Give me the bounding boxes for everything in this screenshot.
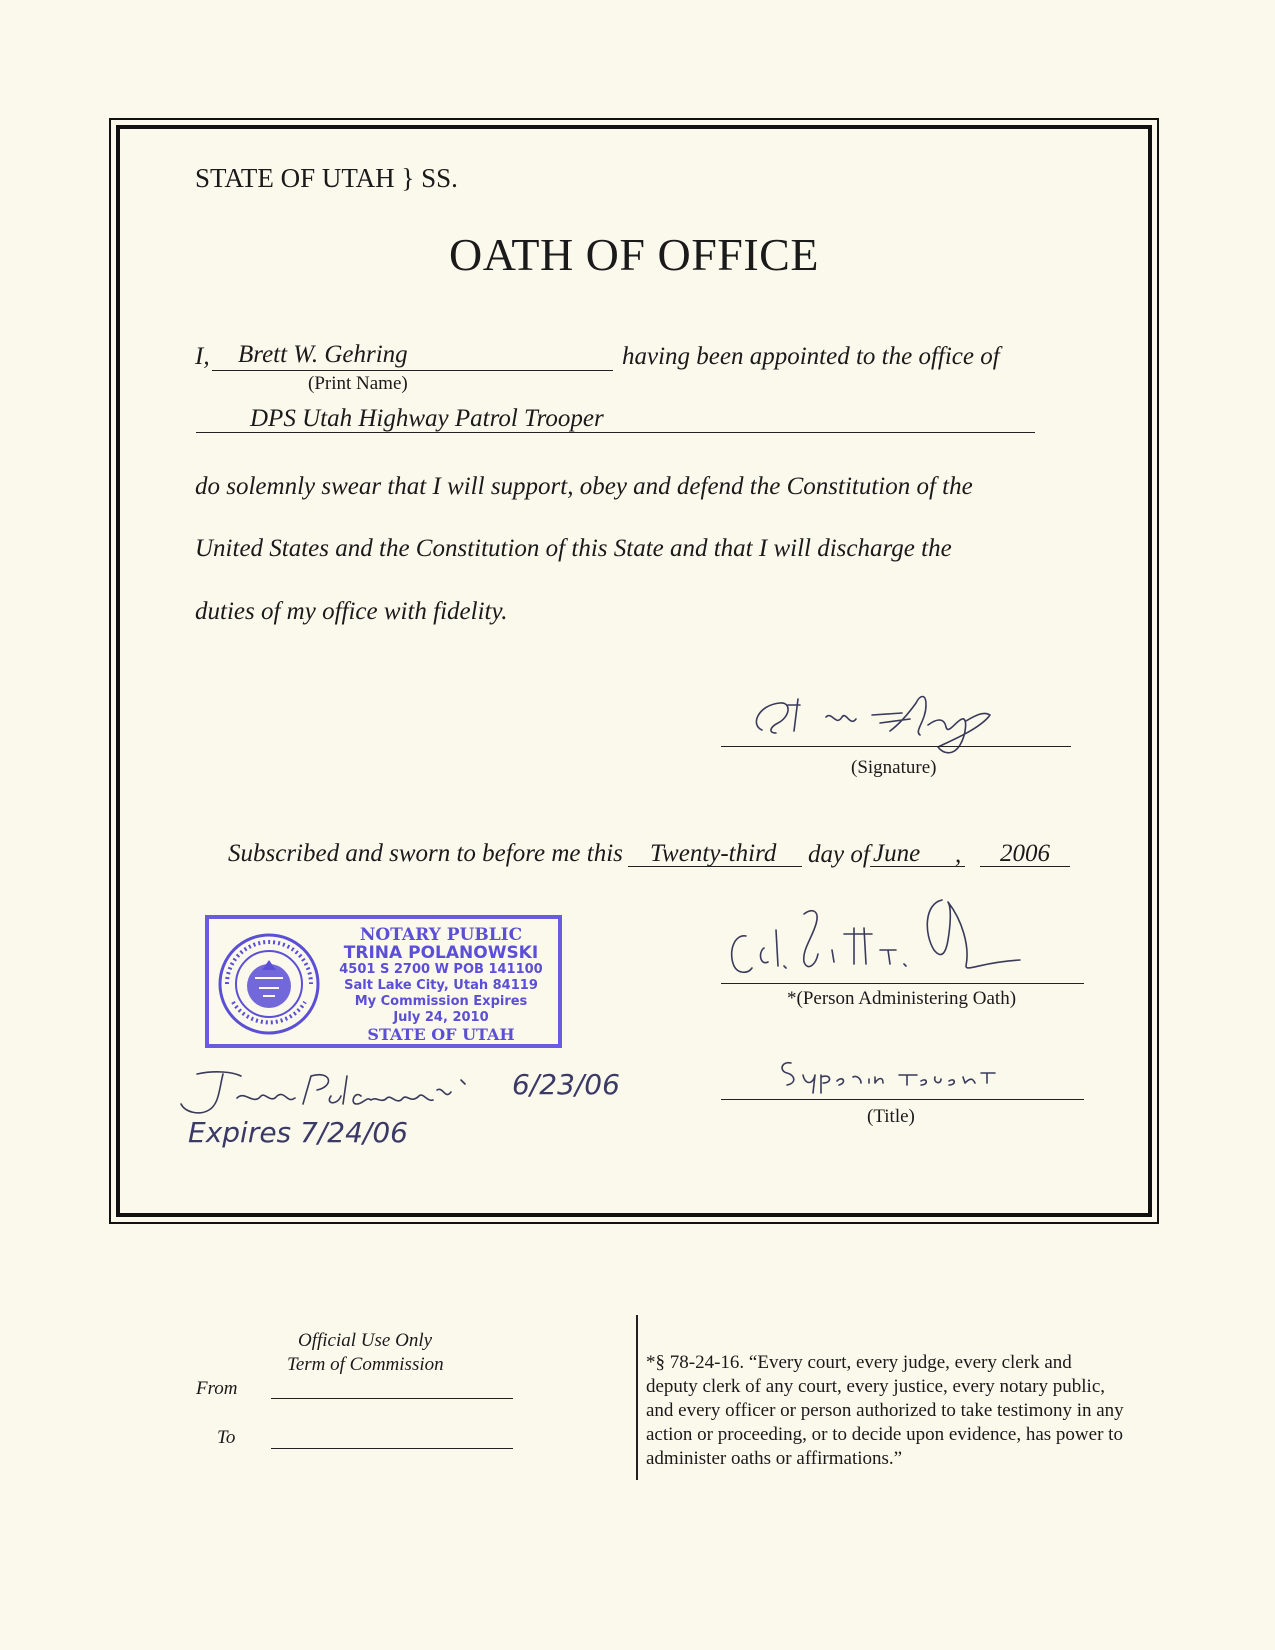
stamp-expiry-date: July 24, 2010: [393, 1010, 489, 1025]
from-label: From: [196, 1378, 238, 1399]
oath-prefix: I,: [195, 343, 210, 370]
stamp-address: 4501 S 2700 W POB 141100: [339, 962, 543, 977]
to-label: To: [217, 1427, 236, 1448]
signature-line: [721, 746, 1071, 747]
administrator-title-handwritten: [775, 1055, 1015, 1095]
year-value: 2006: [1000, 840, 1050, 867]
oath-body-line-1: do solemnly swear that I will support, obey and defend the Constitution of the: [195, 473, 973, 500]
print-name-line: [212, 370, 613, 371]
venue-heading: STATE OF UTAH } SS.: [195, 163, 458, 193]
day-value: Twenty-third: [650, 840, 777, 867]
stamp-notary-public: NOTARY PUBLIC: [359, 925, 523, 945]
notary-signature: [175, 1060, 515, 1120]
title-caption: (Title): [867, 1106, 915, 1127]
oath-taker-signature: [740, 675, 1010, 760]
inner-border: [116, 125, 1152, 1217]
appointed-text: having been appointed to the office of: [622, 343, 1000, 370]
term-of-commission-heading: Term of Commission: [287, 1354, 444, 1375]
print-name-caption: (Print Name): [308, 373, 408, 394]
day-of-text: day of: [808, 841, 870, 868]
state-seal-icon: [217, 932, 321, 1036]
document-title: OATH OF OFFICE: [449, 229, 819, 280]
subscribed-lead: Subscribed and sworn to before me this: [228, 840, 623, 867]
from-field-line: [271, 1398, 513, 1399]
statute-text: *§ 78-24-16. “Every court, every judge, every clerk and deputy clerk of any court, every justice, every notary public, and every officer or person authorized to take testimony in any action or proceeding, or to decide upon evidence, has power to administer oaths or affirmations.”: [646, 1352, 1124, 1469]
title-line: [721, 1099, 1084, 1100]
month-value: June: [873, 840, 921, 867]
official-use-heading: Official Use Only: [298, 1330, 433, 1351]
print-name-value: Brett W. Gehring: [238, 341, 408, 368]
notary-date-handwritten: 6/23/06: [512, 1068, 620, 1101]
stamp-notary-name: TRINA POLANOWSKI: [343, 943, 539, 963]
office-value: DPS Utah Highway Patrol Trooper: [250, 405, 604, 432]
administrator-line: [721, 983, 1084, 984]
comma: ,: [955, 841, 962, 868]
statute-divider: [636, 1315, 638, 1480]
signature-caption: (Signature): [851, 757, 937, 778]
stamp-commission-expires: My Commission Expires: [354, 994, 528, 1009]
stamp-city: Salt Lake City, Utah 84119: [344, 978, 538, 993]
oath-body-line-2: United States and the Constitution of this State and that I will discharge the: [195, 535, 952, 562]
notary-stamp: [205, 915, 562, 1048]
stamp-state: STATE OF UTAH: [367, 1025, 515, 1044]
notary-expires-handwritten: Expires 7/24/06: [188, 1116, 408, 1149]
oath-body-line-3: duties of my office with fidelity.: [195, 598, 508, 625]
administrator-caption: *(Person Administering Oath): [787, 988, 1017, 1009]
to-field-line: [271, 1448, 513, 1449]
